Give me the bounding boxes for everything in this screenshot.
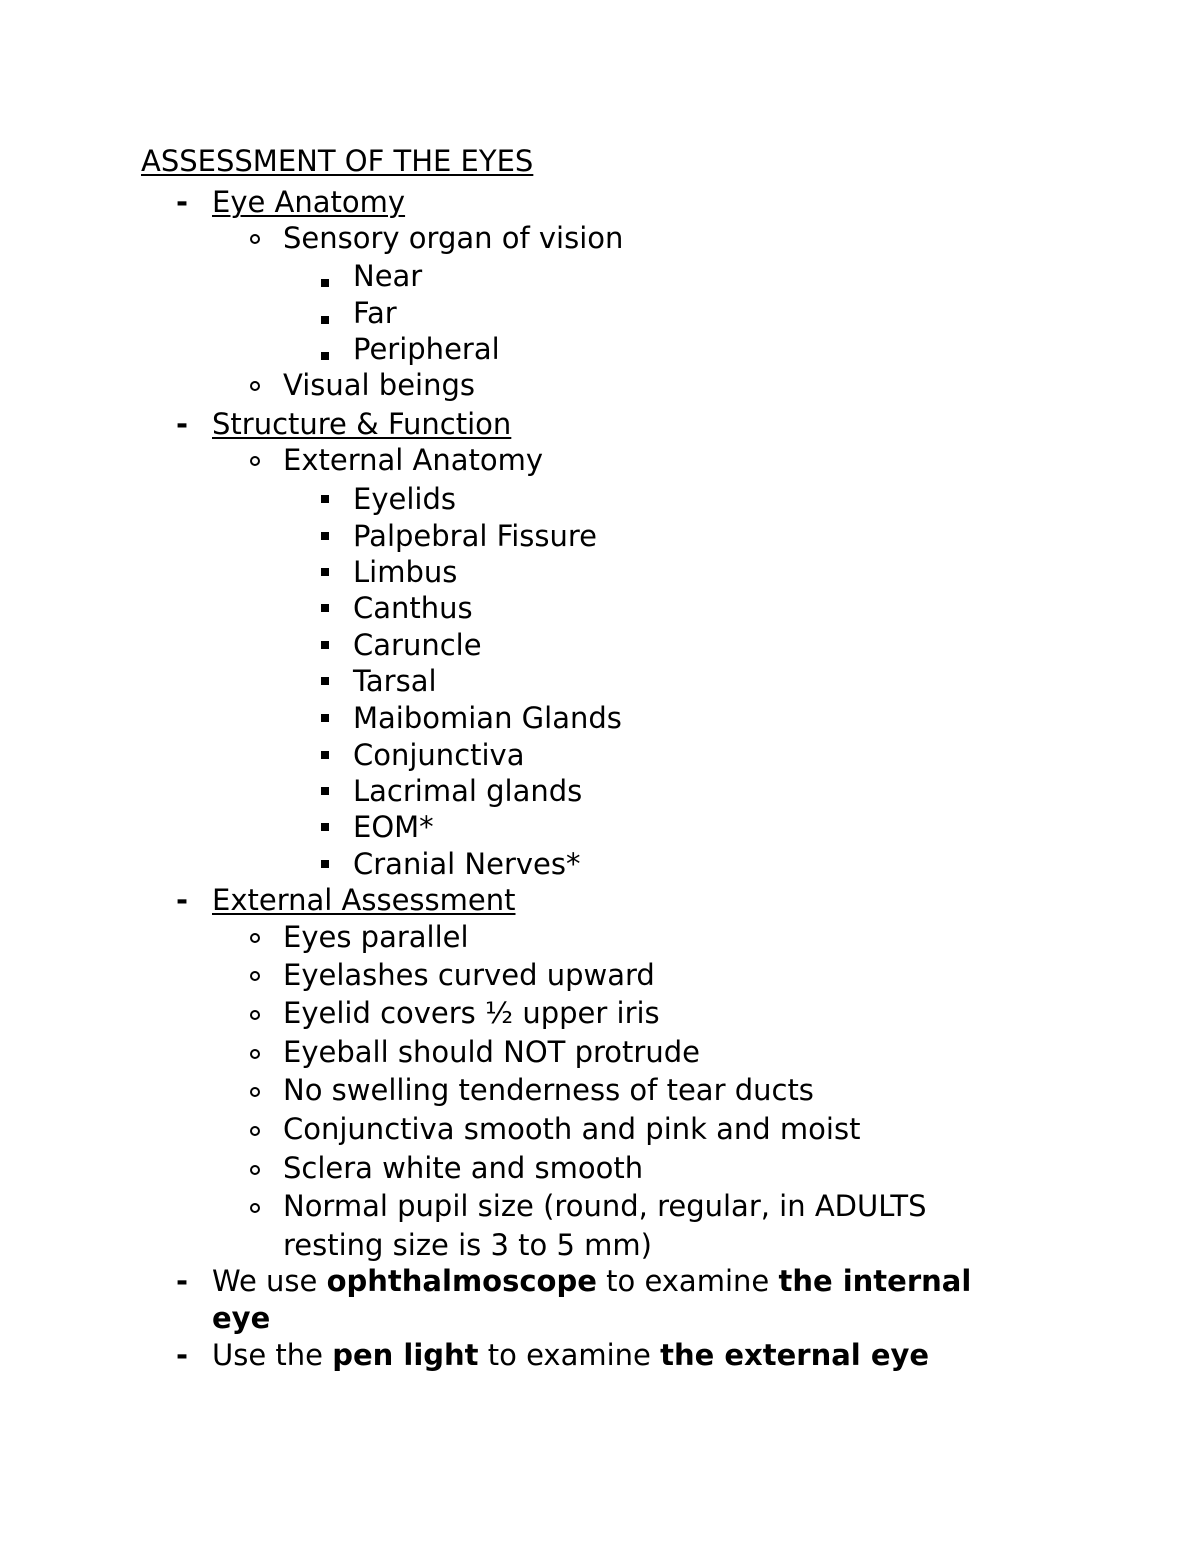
bold-term: pen light [332,1338,479,1372]
square-bullet [321,823,329,831]
square-bullet [321,714,329,722]
circle-bullet [250,1010,260,1020]
dash-bullet: - [176,1338,189,1372]
list-item: Sensory organ of vision [283,221,624,255]
list-item: Canthus [353,591,473,625]
list-item: EOM* [353,810,434,844]
list-item: Conjunctiva smooth and pink and moist [283,1112,861,1146]
dash-bullet: - [176,883,189,917]
text-run: to examine [478,1338,661,1372]
list-item: External Anatomy [283,443,544,477]
text-run: Use the [212,1338,333,1372]
list-item: Visual beings [283,368,475,402]
circle-bullet [250,933,260,943]
list-item: Eyelid covers ½ upper iris [283,996,660,1030]
square-bullet [321,568,329,576]
list-item-continuation: resting size is 3 to 5 mm) [283,1228,652,1262]
square-bullet [321,604,329,612]
circle-bullet [250,381,260,391]
list-item: Cranial Nerves* [353,847,581,881]
square-bullet [321,751,329,759]
square-bullet [321,532,329,540]
dash-bullet: - [176,1264,189,1298]
circle-bullet [250,971,260,981]
list-item: Lacrimal glands [353,774,583,808]
square-bullet [321,279,329,287]
list-item: Normal pupil size (round, regular, in ADULTS [283,1189,927,1223]
list-item: Limbus [353,555,458,589]
list-item: Conjunctiva [353,738,525,772]
text-run: We use [212,1264,327,1298]
statement-continuation [212,1300,270,1336]
dash-bullet: - [176,185,189,219]
list-item: Eyes parallel [283,920,469,954]
list-item: Caruncle [353,628,482,662]
circle-bullet [250,1087,260,1097]
square-bullet [321,495,329,503]
circle-bullet [250,1049,260,1059]
section-heading-external-assessment: External Assessment [212,883,516,917]
text-run: to examine [596,1264,779,1298]
square-bullet [321,316,329,324]
circle-bullet [250,234,260,244]
list-item: Tarsal [353,664,437,698]
bold-term: the internal [778,1264,972,1298]
statement-ophthalmoscope [212,1263,971,1299]
bold-term: the external eye [660,1338,930,1372]
list-item: Eyelids [353,482,456,516]
list-item: No swelling tenderness of tear ducts [283,1073,814,1107]
circle-bullet [250,456,260,466]
circle-bullet [250,1165,260,1175]
list-item: Maibomian Glands [353,701,622,735]
square-bullet [321,787,329,795]
square-bullet [321,677,329,685]
list-item: Eyeball should NOT protrude [283,1035,700,1069]
section-heading-eye-anatomy: Eye Anatomy [212,185,406,219]
circle-bullet [250,1126,260,1136]
list-item: Sclera white and smooth [283,1151,644,1185]
document-title: ASSESSMENT OF THE EYES [141,144,534,178]
list-item: Near [353,259,423,293]
square-bullet [321,860,329,868]
square-bullet [321,352,329,360]
list-item: Eyelashes curved upward [283,958,655,992]
bold-term: eye [212,1301,271,1335]
statement-pen-light [212,1337,929,1373]
bold-term: ophthalmoscope [326,1264,597,1298]
circle-bullet [250,1203,260,1213]
list-item: Far [353,296,397,330]
dash-bullet: - [176,407,189,441]
list-item: Peripheral [353,332,500,366]
square-bullet [321,641,329,649]
list-item: Palpebral Fissure [353,519,597,553]
section-heading-structure-function: Structure & Function [212,407,512,441]
